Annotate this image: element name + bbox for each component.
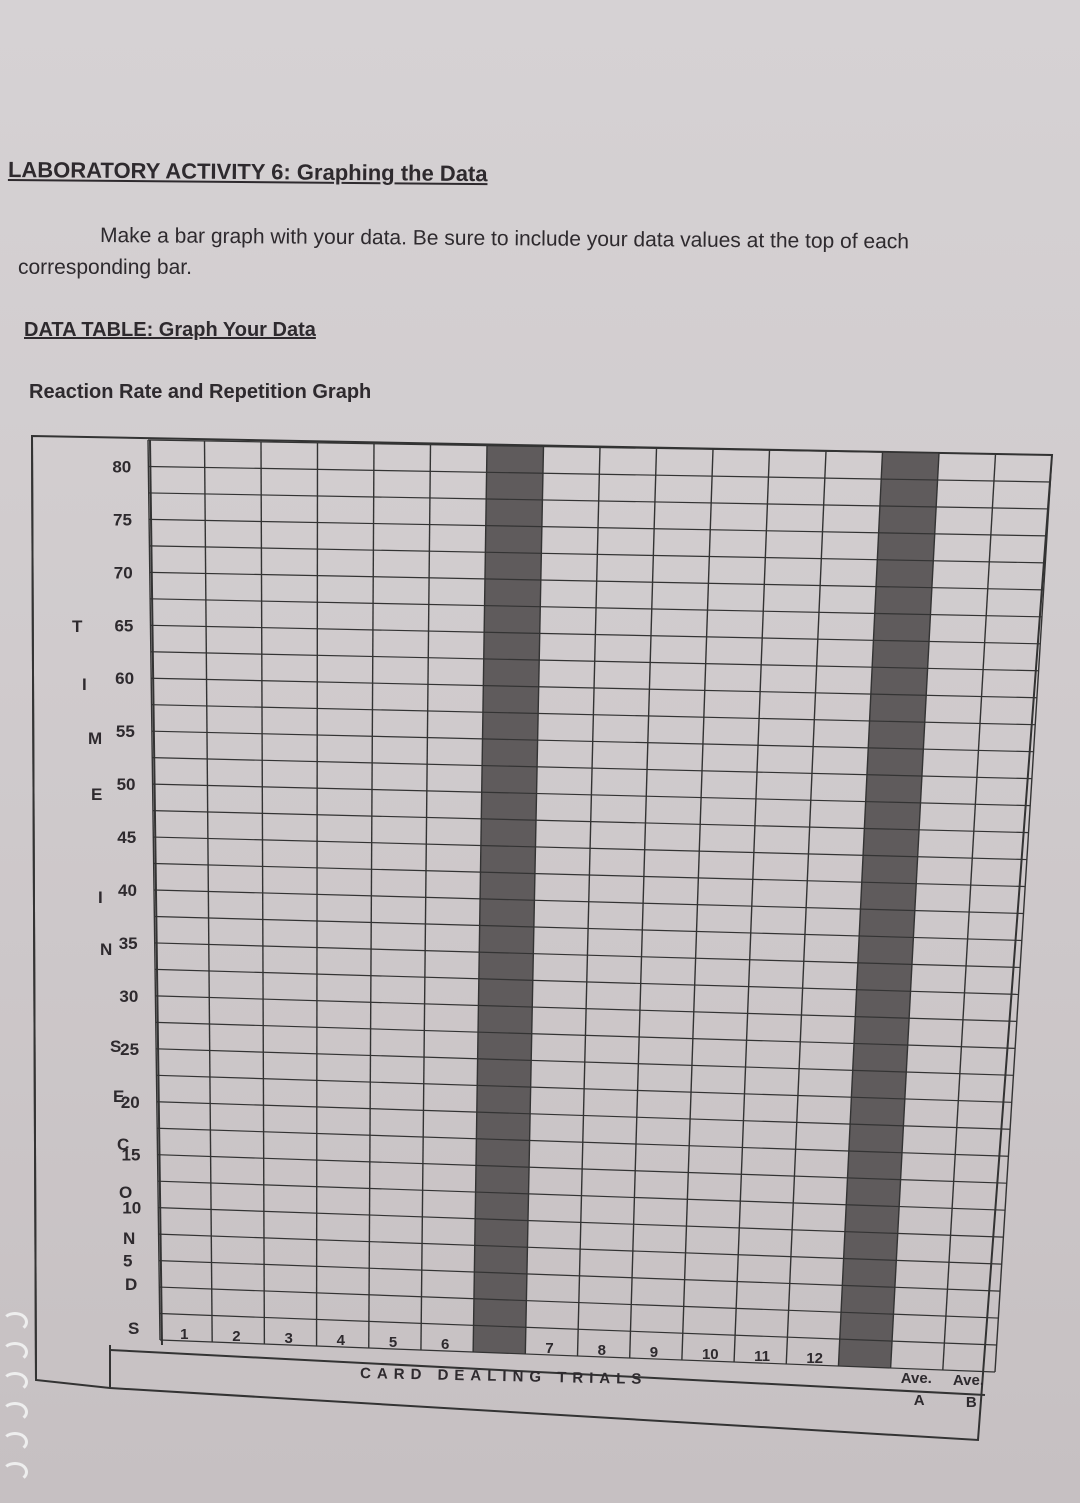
y-axis-title-letter: I [98,888,103,907]
y-axis-title-letter: E [91,785,103,804]
x-tick-label: 6 [441,1336,450,1353]
y-tick-label: 55 [115,722,135,742]
y-tick-label: 15 [121,1145,141,1165]
y-axis-title-letter: C [117,1135,130,1154]
y-axis-title-letter: O [119,1183,133,1202]
y-tick-label: 60 [115,669,135,689]
graph-title: Reaction Rate and Repetition Graph [29,381,372,403]
x-tick-label: 9 [649,1344,659,1361]
y-axis-title-letter: N [123,1229,136,1248]
x-tick-label: 10 [701,1346,719,1363]
y-tick-label: 30 [119,986,139,1006]
y-axis-title-letter: E [113,1087,125,1106]
x-tick-label: 2 [232,1328,241,1345]
y-tick-label: 20 [120,1092,140,1112]
x-tick-label: 7 [545,1340,554,1357]
y-axis-title-letter: D [125,1275,138,1294]
data-table-heading: DATA TABLE: Graph Your Data [24,319,316,341]
y-axis-title-letter: S [110,1037,122,1056]
x-tick-label: Ave. [952,1372,985,1389]
x-tick-label: A [913,1392,925,1409]
x-tick-label: B [965,1394,977,1411]
y-tick-label: 50 [116,775,136,795]
instruction-line-2: corresponding bar. [18,256,192,279]
x-tick-label: 1 [180,1326,189,1343]
instruction-line-1: Make a bar graph with your data. Be sure to include your data values at the top of each [99,224,910,254]
y-axis-line [150,440,162,1345]
activity-title: LABORATORY ACTIVITY 6: Graphing the Data [7,157,488,187]
shaded-separator-columns [473,446,939,1368]
y-tick-label: 5 [122,1251,133,1271]
y-tick-label: 65 [114,616,134,636]
y-tick-label: 70 [113,563,133,583]
x-tick-label: 5 [388,1334,398,1351]
x-tick-label: 8 [597,1342,606,1359]
y-tick-label: 80 [112,457,132,477]
y-tick-label: 75 [113,510,132,530]
y-tick-label: 45 [117,828,137,848]
y-tick-label: 10 [122,1198,142,1218]
y-axis-title-letter: S [128,1319,140,1338]
x-tick-label: 3 [284,1330,293,1347]
y-axis-title-letter: N [100,940,113,959]
y-tick-label: 40 [118,881,137,900]
x-tick-label: 12 [806,1350,824,1367]
y-axis-title-letter: M [88,729,103,748]
x-tick-label: Ave. [900,1370,932,1387]
x-axis-title: CARD DEALING TRIALS [359,1365,648,1389]
y-tick-label: 35 [118,933,138,953]
x-tick-label: 11 [754,1348,771,1365]
y-tick-label: 25 [120,1039,140,1059]
frame-left-edge [32,436,36,1380]
y-axis-title-letter: I [82,675,87,694]
x-tick-label: 4 [336,1332,345,1349]
y-axis-title-letter: T [72,617,83,636]
